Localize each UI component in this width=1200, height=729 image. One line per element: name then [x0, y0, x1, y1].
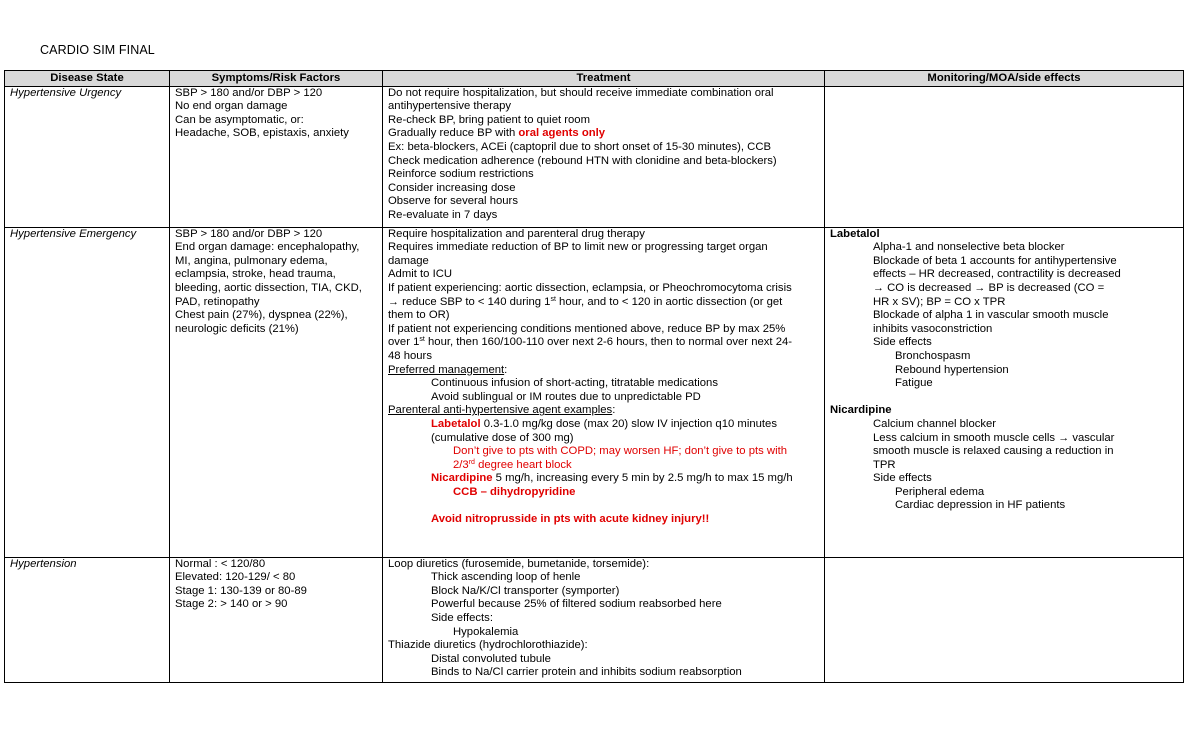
- treatment-line: Ex: beta-blockers, ACEi (captopril due to short onset of 15-30 minutes), CCB: [388, 140, 772, 153]
- treatment-line: Requires immediate reduction of BP to limit new or progressing target organ: [388, 241, 768, 254]
- document-title: CARDIO SIM FINAL: [40, 43, 155, 57]
- symptoms-cell: [170, 557, 383, 682]
- treatment-text: Gradually reduce BP with: [388, 127, 519, 140]
- right-arrow-icon: →: [388, 295, 399, 308]
- monitoring-labetalol-title: Labetalol: [830, 227, 880, 240]
- oral-agents-highlight: oral agents only: [518, 127, 606, 140]
- treatment-line: Observe for several hours: [388, 195, 518, 208]
- treatment-line: Check medication adherence (rebound HTN with clonidine and beta-blockers): [388, 154, 777, 167]
- treatment-line: If patient not experiencing conditions mentioned above, reduce BP by max 25%: [388, 322, 786, 335]
- treatment-line: Avoid sublingual or IM routes due to unpredictable PD: [431, 390, 701, 403]
- monitoring-line: Blockade of alpha 1 in vascular smooth muscle: [873, 309, 1109, 322]
- cardio-table: [4, 70, 1184, 683]
- treatment-line: damage: [388, 254, 429, 267]
- treatment-line: Block Na/K/Cl transporter (symporter): [431, 584, 620, 597]
- side-effect-item: Cardiac depression in HF patients: [895, 499, 1066, 512]
- treatment-text: reduce SBP to < 140 during 1: [399, 295, 551, 308]
- right-arrow-icon: →: [974, 281, 986, 294]
- treatment-line: Hypokalemia: [453, 625, 519, 638]
- header-symptoms: Symptoms/Risk Factors: [170, 71, 383, 87]
- labetalol-warning-line: Don’t give to pts with COPD; may worsen HF; don’t give to pts with: [453, 445, 788, 458]
- labetalol-dose-line: [388, 418, 819, 432]
- superscript: rd: [468, 458, 475, 466]
- treatment-text: hour, and to < 120 in aortic dissection (or get: [555, 295, 783, 308]
- nicardipine-class-line: CCB – dihydropyridine: [453, 485, 576, 498]
- spacer: [388, 499, 819, 513]
- nicardipine-dose-line: [388, 472, 819, 486]
- header-treatment: Treatment: [383, 71, 825, 87]
- side-effect-item: Fatigue: [895, 377, 933, 390]
- symptom-line: Can be asymptomatic, or:: [175, 113, 304, 126]
- treatment-line: If patient experiencing: aortic dissection, eclampsia, or Pheochromocytoma crisis: [388, 281, 792, 294]
- treatment-text: hour, then 160/100-110 over next 2-6 hours, then to normal over next 24-: [424, 336, 793, 349]
- monitoring-cell: [825, 86, 1184, 227]
- treatment-cell: [383, 557, 825, 682]
- heading-colon: :: [504, 363, 508, 376]
- heading-text: Preferred management: [388, 363, 505, 376]
- agent-examples-heading: [388, 404, 819, 418]
- symptom-line: Chest pain (27%), dyspnea (22%),: [175, 309, 348, 322]
- treatment-line: Admit to ICU: [388, 268, 453, 281]
- monitoring-line: inhibits vasoconstriction: [873, 322, 993, 335]
- symptom-line: MI, angina, pulmonary edema,: [175, 254, 328, 267]
- monitoring-line: TPR: [873, 458, 896, 471]
- disease-cell: [5, 86, 170, 227]
- nitroprusside-warning: Avoid nitroprusside in pts with acute kidney injury!!: [431, 513, 710, 526]
- symptom-line: PAD, retinopathy: [175, 295, 260, 308]
- heading-colon: :: [612, 404, 616, 417]
- symptom-line: End organ damage: encephalopathy,: [175, 241, 360, 254]
- treatment-line: Loop diuretics (furosemide, bumetanide, torsemide):: [388, 557, 650, 570]
- treatment-line: antihypertensive therapy: [388, 100, 512, 113]
- monitoring-cell: [825, 557, 1184, 682]
- monitoring-line: [830, 432, 1178, 446]
- superscript: st: [419, 336, 425, 344]
- spacer: [830, 391, 1178, 405]
- warning-text: degree heart block: [474, 458, 572, 471]
- treatment-line: them to OR): [388, 309, 450, 322]
- treatment-line: Re-check BP, bring patient to quiet room: [388, 113, 590, 126]
- monitoring-line: Calcium channel blocker: [873, 417, 997, 430]
- header-row: [5, 71, 1184, 87]
- treatment-line: Reinforce sodium restrictions: [388, 168, 534, 181]
- monitoring-text: vascular: [1069, 431, 1115, 444]
- monitoring-line: effects – HR decreased, contractility is decreased: [873, 268, 1121, 281]
- treatment-line: [388, 127, 819, 141]
- symptoms-cell: [170, 86, 383, 227]
- treatment-line: Continuous infusion of short-acting, titratable medications: [431, 377, 718, 390]
- treatment-line: Thiazide diuretics (hydrochlorothiazide):: [388, 639, 588, 652]
- preferred-management-heading: [388, 364, 819, 378]
- symptoms-cell: [170, 227, 383, 557]
- treatment-text: over 1: [388, 336, 420, 349]
- right-arrow-icon: →: [1058, 431, 1070, 444]
- labetalol-warning-line: [388, 459, 819, 473]
- symptom-line: Stage 2: > 140 or > 90: [175, 598, 288, 611]
- treatment-line: (cumulative dose of 300 mg): [431, 431, 574, 444]
- monitoring-line: HR x SV); BP = CO x TPR: [873, 295, 1006, 308]
- side-effect-item: Peripheral edema: [895, 485, 985, 498]
- symptom-line: Headache, SOB, epistaxis, anxiety: [175, 127, 349, 140]
- treatment-line: Powerful because 25% of filtered sodium reabsorbed here: [431, 598, 722, 611]
- disease-cell: [5, 557, 170, 682]
- symptom-line: Stage 1: 130-139 or 80-89: [175, 584, 307, 597]
- right-arrow-icon: →: [873, 281, 884, 294]
- table-row-hypertension: [5, 557, 1184, 682]
- disease-name: Hypertension: [10, 557, 77, 570]
- treatment-cell: [383, 86, 825, 227]
- treatment-line: Consider increasing dose: [388, 181, 516, 194]
- monitoring-text: CO is decreased: [884, 281, 975, 294]
- disease-name: Hypertensive Urgency: [10, 86, 122, 99]
- superscript: st: [550, 295, 556, 303]
- monitoring-line: Alpha-1 and nonselective beta blocker: [873, 241, 1065, 254]
- disease-cell: [5, 227, 170, 557]
- monitoring-line: Side effects: [873, 472, 932, 485]
- symptom-line: No end organ damage: [175, 100, 288, 113]
- table-row-emergency: [5, 227, 1184, 557]
- monitoring-line: [830, 282, 1178, 296]
- treatment-line: Thick ascending loop of henle: [431, 571, 581, 584]
- symptom-line: SBP > 180 and/or DBP > 120: [175, 227, 323, 240]
- treatment-line: Distal convoluted tubule: [431, 652, 551, 665]
- monitoring-line: smooth muscle is relaxed causing a reduction in: [873, 445, 1114, 458]
- monitoring-cell: [825, 227, 1184, 557]
- treatment-text: 5 mg/h, increasing every 5 min by 2.5 mg/h to max 15 mg/h: [492, 472, 793, 485]
- warning-text: 2/3: [453, 458, 469, 471]
- side-effect-item: Rebound hypertension: [895, 363, 1009, 376]
- symptom-line: Elevated: 120-129/ < 80: [175, 571, 296, 584]
- symptom-line: neurologic deficits (21%): [175, 322, 299, 335]
- header-monitoring: Monitoring/MOA/side effects: [825, 71, 1184, 87]
- side-effect-item: Bronchospasm: [895, 349, 971, 362]
- disease-name: Hypertensive Emergency: [10, 227, 137, 240]
- treatment-line: [388, 336, 819, 350]
- monitoring-text: Less calcium in smooth muscle cells: [873, 431, 1059, 444]
- heading-text: Parenteral anti-hypertensive agent examples: [388, 404, 613, 417]
- labetalol-name: Labetalol: [431, 417, 481, 430]
- symptom-line: eclampsia, stroke, head trauma,: [175, 268, 336, 281]
- monitoring-text: BP is decreased (CO =: [985, 281, 1105, 294]
- symptom-line: SBP > 180 and/or DBP > 120: [175, 86, 323, 99]
- table-row-urgency: [5, 86, 1184, 227]
- symptom-line: Normal : < 120/80: [175, 557, 266, 570]
- treatment-line: [388, 296, 819, 310]
- treatment-text: 0.3-1.0 mg/kg dose (max 20) slow IV injection q10 minutes: [480, 417, 777, 430]
- monitoring-nicardipine-title: Nicardipine: [830, 404, 892, 417]
- treatment-line: Side effects:: [431, 611, 493, 624]
- nicardipine-name: Nicardipine: [431, 472, 493, 485]
- treatment-line: 48 hours: [388, 349, 432, 362]
- monitoring-line: Blockade of beta 1 accounts for antihypertensive: [873, 254, 1117, 267]
- treatment-line: Binds to Na/Cl carrier protein and inhibits sodium reabsorption: [431, 666, 742, 679]
- treatment-line: Re-evaluate in 7 days: [388, 208, 498, 221]
- header-disease-state: Disease State: [5, 71, 170, 87]
- treatment-cell: [383, 227, 825, 557]
- monitoring-line: Side effects: [873, 336, 932, 349]
- treatment-line: Do not require hospitalization, but should receive immediate combination oral: [388, 86, 774, 99]
- treatment-line: Require hospitalization and parenteral drug therapy: [388, 227, 645, 240]
- symptom-line: bleeding, aortic dissection, TIA, CKD,: [175, 281, 362, 294]
